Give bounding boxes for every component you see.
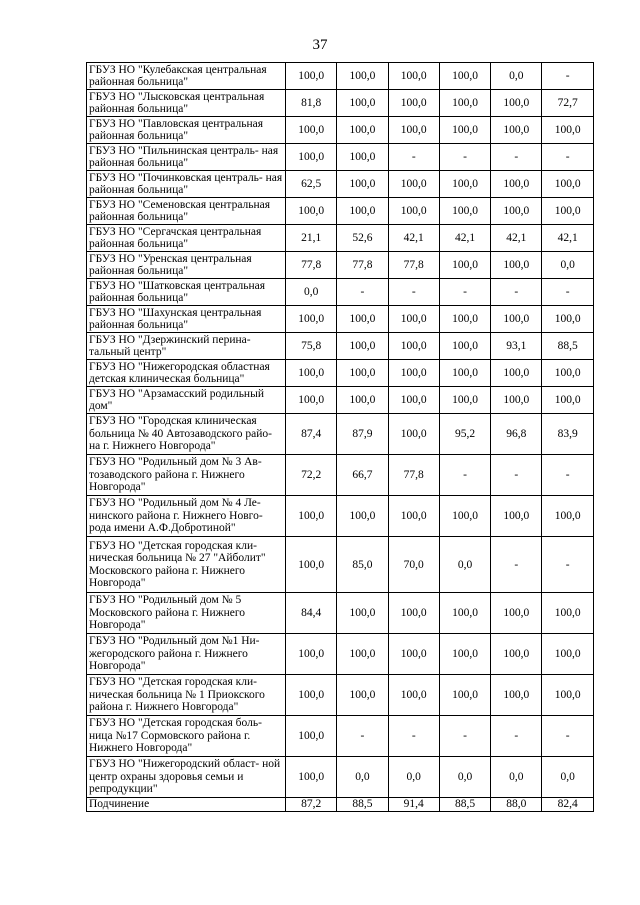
table-row [87, 333, 594, 360]
value-cell: - [542, 537, 593, 593]
institution-name-cell: ГБУЗ НО "Сергачская центральная районная больница" [87, 225, 286, 252]
value-cell: 100,0 [388, 333, 439, 360]
value-cell: - [491, 537, 542, 593]
value-cell: 85,0 [337, 537, 388, 593]
value-cell: 100,0 [542, 496, 593, 537]
value-cell: 100,0 [388, 593, 439, 634]
value-cell: 100,0 [286, 675, 337, 716]
value-cell: 100,0 [542, 198, 593, 225]
value-cell: 100,0 [286, 496, 337, 537]
value-cell: 100,0 [388, 306, 439, 333]
value-cell: 100,0 [337, 198, 388, 225]
value-cell: 82,4 [542, 798, 593, 812]
table-row [87, 496, 594, 537]
value-cell: 100,0 [337, 90, 388, 117]
value-cell: 87,4 [286, 414, 337, 455]
table-row [87, 171, 594, 198]
value-cell: 100,0 [439, 117, 490, 144]
value-cell: 100,0 [337, 171, 388, 198]
table-row [87, 198, 594, 225]
value-cell: - [542, 279, 593, 306]
institution-name-cell: ГБУЗ НО "Детская городская боль- ница №17 Сормовского района г. Нижнего Новгорода" [87, 716, 286, 757]
value-cell: 100,0 [491, 496, 542, 537]
value-cell: 100,0 [439, 634, 490, 675]
value-cell: 100,0 [337, 634, 388, 675]
value-cell: 100,0 [286, 716, 337, 757]
table-row [87, 593, 594, 634]
value-cell: 100,0 [439, 63, 490, 90]
institution-name-cell: ГБУЗ НО "Шахунская центральная районная больница" [87, 306, 286, 333]
value-cell: 100,0 [337, 675, 388, 716]
value-cell: 100,0 [286, 306, 337, 333]
value-cell: 0,0 [491, 757, 542, 798]
institution-name-cell: ГБУЗ НО "Детская городская кли- ническая больница № 1 Приокского района г. Нижнего Новгорода" [87, 675, 286, 716]
value-cell: 100,0 [337, 63, 388, 90]
value-cell: 100,0 [491, 634, 542, 675]
institution-name-cell: ГБУЗ НО "Детская городская кли- ническая больница № 27 "Айболит" Московского района г. Нижнего Новгорода" [87, 537, 286, 593]
value-cell: 100,0 [388, 90, 439, 117]
value-cell: 52,6 [337, 225, 388, 252]
value-cell: - [491, 279, 542, 306]
value-cell: 100,0 [337, 333, 388, 360]
value-cell: 83,9 [542, 414, 593, 455]
value-cell: 100,0 [491, 90, 542, 117]
value-cell: 100,0 [542, 634, 593, 675]
table-row [87, 360, 594, 387]
table-row [87, 252, 594, 279]
value-cell: 95,2 [439, 414, 490, 455]
value-cell: 100,0 [439, 333, 490, 360]
value-cell: - [491, 455, 542, 496]
value-cell: 93,1 [491, 333, 542, 360]
value-cell: - [439, 716, 490, 757]
table-row [87, 144, 594, 171]
value-cell: 87,2 [286, 798, 337, 812]
value-cell: 100,0 [388, 387, 439, 414]
value-cell: 100,0 [439, 675, 490, 716]
value-cell: 100,0 [542, 171, 593, 198]
value-cell: 42,1 [439, 225, 490, 252]
institution-name-cell: ГБУЗ НО "Павловская центральная районная больница" [87, 117, 286, 144]
value-cell: 100,0 [439, 171, 490, 198]
value-cell: 0,0 [337, 757, 388, 798]
value-cell: 77,8 [388, 252, 439, 279]
value-cell: 100,0 [491, 171, 542, 198]
value-cell: 96,8 [491, 414, 542, 455]
value-cell: 0,0 [286, 279, 337, 306]
institution-name-cell: ГБУЗ НО "Городская клиническая больница № 40 Автозаводского райо- на г. Нижнего Новгорода" [87, 414, 286, 455]
value-cell: 100,0 [337, 387, 388, 414]
value-cell: 100,0 [439, 593, 490, 634]
value-cell: 88,5 [439, 798, 490, 812]
institution-name-cell: ГБУЗ НО "Семеновская центральная районная больница" [87, 198, 286, 225]
table-row [87, 117, 594, 144]
value-cell: 81,8 [286, 90, 337, 117]
value-cell: 100,0 [542, 593, 593, 634]
value-cell: - [388, 716, 439, 757]
value-cell: 100,0 [388, 117, 439, 144]
value-cell: 72,7 [542, 90, 593, 117]
value-cell: 77,8 [286, 252, 337, 279]
value-cell: - [439, 455, 490, 496]
table-row [87, 63, 594, 90]
value-cell: 88,5 [337, 798, 388, 812]
institution-name-cell: ГБУЗ НО "Починковская централь- ная районная больница" [87, 171, 286, 198]
value-cell: 100,0 [439, 496, 490, 537]
value-cell: 100,0 [542, 360, 593, 387]
value-cell: 0,0 [542, 252, 593, 279]
table-row [87, 225, 594, 252]
table-row [87, 716, 594, 757]
value-cell: 100,0 [388, 496, 439, 537]
institutions-table [86, 62, 594, 812]
value-cell: - [542, 716, 593, 757]
value-cell: 100,0 [286, 144, 337, 171]
value-cell: 70,0 [388, 537, 439, 593]
value-cell: 100,0 [439, 252, 490, 279]
table-row [87, 757, 594, 798]
value-cell: 100,0 [439, 90, 490, 117]
value-cell: - [337, 716, 388, 757]
value-cell: 100,0 [337, 117, 388, 144]
value-cell: 42,1 [388, 225, 439, 252]
value-cell: 0,0 [542, 757, 593, 798]
value-cell: 100,0 [337, 593, 388, 634]
value-cell: 100,0 [439, 306, 490, 333]
table-row [87, 387, 594, 414]
value-cell: - [388, 144, 439, 171]
value-cell: 100,0 [542, 387, 593, 414]
value-cell: 100,0 [337, 496, 388, 537]
value-cell: 100,0 [439, 198, 490, 225]
table-body [87, 63, 594, 812]
page-number: 37 [312, 37, 328, 53]
institution-name-cell: ГБУЗ НО "Родильный дом № 4 Ле- нинского района г. Нижнего Новго- рода имени А.Ф.Добротиной" [87, 496, 286, 537]
value-cell: - [542, 144, 593, 171]
value-cell: 100,0 [286, 360, 337, 387]
institution-name-cell: ГБУЗ НО "Родильный дом №1 Ни- жегородского района г. Нижнего Новгорода" [87, 634, 286, 675]
value-cell: 21,1 [286, 225, 337, 252]
value-cell: 100,0 [286, 63, 337, 90]
value-cell: 88,0 [491, 798, 542, 812]
value-cell: 100,0 [491, 675, 542, 716]
value-cell: - [542, 63, 593, 90]
value-cell: 100,0 [388, 360, 439, 387]
value-cell: 77,8 [388, 455, 439, 496]
institution-name-cell: ГБУЗ НО "Родильный дом № 5 Московского района г. Нижнего Новгорода" [87, 593, 286, 634]
value-cell: 100,0 [286, 634, 337, 675]
table-row [87, 90, 594, 117]
value-cell: 100,0 [286, 537, 337, 593]
institution-name-cell: ГБУЗ НО "Родильный дом № 3 Ав- тозаводского района г. Нижнего Новгорода" [87, 455, 286, 496]
value-cell: 100,0 [388, 198, 439, 225]
value-cell: 100,0 [491, 117, 542, 144]
value-cell: 42,1 [542, 225, 593, 252]
value-cell: 84,4 [286, 593, 337, 634]
value-cell: 100,0 [337, 306, 388, 333]
value-cell: 42,1 [491, 225, 542, 252]
value-cell: 77,8 [337, 252, 388, 279]
institution-name-cell: ГБУЗ НО "Дзержинский перина- тальный центр" [87, 333, 286, 360]
value-cell: 100,0 [491, 198, 542, 225]
value-cell: 100,0 [542, 306, 593, 333]
value-cell: 100,0 [388, 675, 439, 716]
value-cell: 100,0 [388, 171, 439, 198]
value-cell: - [542, 455, 593, 496]
table-row [87, 675, 594, 716]
value-cell: - [337, 279, 388, 306]
value-cell: 62,5 [286, 171, 337, 198]
value-cell: 100,0 [286, 387, 337, 414]
table-row [87, 634, 594, 675]
value-cell: 88,5 [542, 333, 593, 360]
institution-name-cell: Подчинение [87, 798, 286, 812]
value-cell: 100,0 [337, 144, 388, 171]
table-row [87, 279, 594, 306]
value-cell: - [491, 144, 542, 171]
value-cell: 100,0 [388, 63, 439, 90]
value-cell: 100,0 [388, 634, 439, 675]
table-row [87, 455, 594, 496]
institution-name-cell: ГБУЗ НО "Шатковская центральная районная больница" [87, 279, 286, 306]
table-row-total [87, 798, 594, 812]
table-row [87, 306, 594, 333]
value-cell: - [388, 279, 439, 306]
value-cell: 100,0 [439, 387, 490, 414]
value-cell: 91,4 [388, 798, 439, 812]
institution-name-cell: ГБУЗ НО "Кулебакская центральная районная больница" [87, 63, 286, 90]
value-cell: 100,0 [491, 360, 542, 387]
value-cell: 66,7 [337, 455, 388, 496]
value-cell: 100,0 [542, 117, 593, 144]
value-cell: 100,0 [491, 593, 542, 634]
value-cell: 100,0 [388, 414, 439, 455]
value-cell: 100,0 [439, 360, 490, 387]
value-cell: 0,0 [388, 757, 439, 798]
institution-name-cell: ГБУЗ НО "Пильнинская централь- ная районная больница" [87, 144, 286, 171]
value-cell: 100,0 [337, 360, 388, 387]
value-cell: 0,0 [439, 757, 490, 798]
value-cell: 100,0 [286, 757, 337, 798]
value-cell: - [439, 144, 490, 171]
institution-name-cell: ГБУЗ НО "Арзамасский родильный дом" [87, 387, 286, 414]
value-cell: 100,0 [491, 252, 542, 279]
institution-name-cell: ГБУЗ НО "Лысковская центральная районная больница" [87, 90, 286, 117]
value-cell: 100,0 [542, 675, 593, 716]
table-row [87, 537, 594, 593]
value-cell: 100,0 [491, 306, 542, 333]
value-cell: 72,2 [286, 455, 337, 496]
value-cell: - [439, 279, 490, 306]
value-cell: 0,0 [439, 537, 490, 593]
institution-name-cell: ГБУЗ НО "Нижегородская областная детская клиническая больница" [87, 360, 286, 387]
value-cell: - [491, 716, 542, 757]
institution-name-cell: ГБУЗ НО "Уренская центральная районная больница" [87, 252, 286, 279]
value-cell: 100,0 [286, 117, 337, 144]
value-cell: 87,9 [337, 414, 388, 455]
value-cell: 100,0 [491, 387, 542, 414]
table-row [87, 414, 594, 455]
value-cell: 75,8 [286, 333, 337, 360]
value-cell: 0,0 [491, 63, 542, 90]
value-cell: 100,0 [286, 198, 337, 225]
institution-name-cell: ГБУЗ НО "Нижегородский област- ной центр охраны здоровья семьи и репродукции" [87, 757, 286, 798]
